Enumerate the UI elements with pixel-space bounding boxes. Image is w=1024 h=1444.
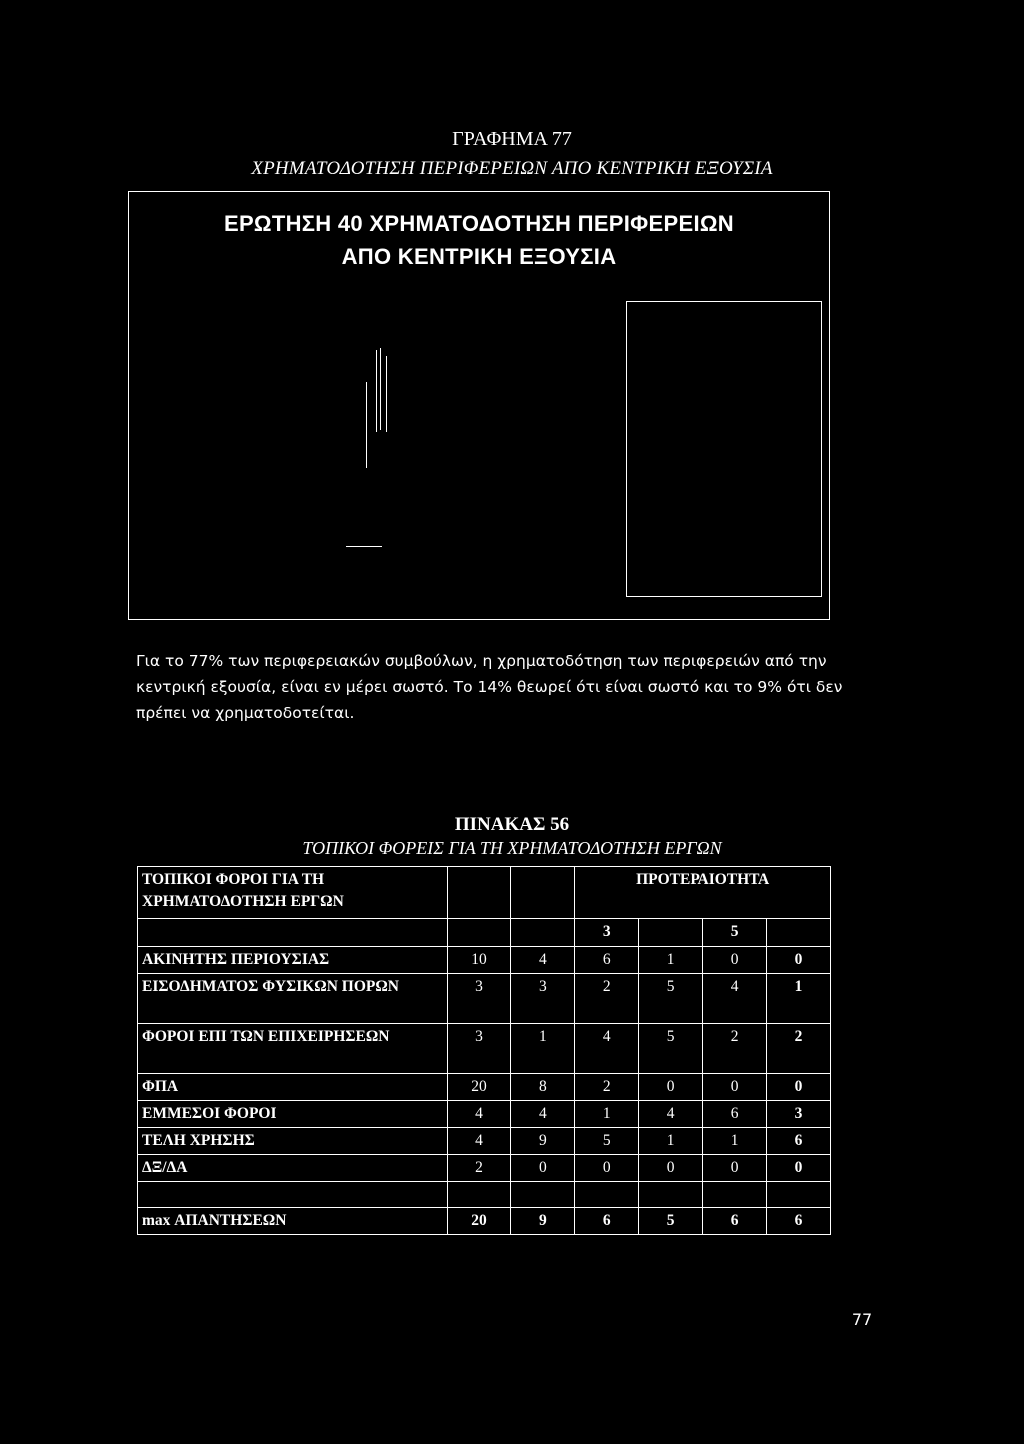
figure-number: ΓΡΑΦΗΜΑ 77 (452, 128, 572, 150)
row-label-cell: ΔΞ/ΔΑ (138, 1155, 448, 1182)
table-subtitle: ΤΟΠΙΚΟΙ ΦΟΡΕΙΣ ΓΙΑ ΤΗ ΧΡΗΜΑΤΟΔΟΤΗΣΗ ΕΡΓΩΝ (302, 838, 722, 858)
row-value-cell: 9 (511, 1128, 575, 1155)
table-row (138, 947, 831, 974)
row-label-cell: ΤΕΛΗ ΧΡΗΣΗΣ (138, 1128, 448, 1155)
row-label-cell: ΕΜΜΕΣΟΙ ΦΟΡΟΙ (138, 1101, 448, 1128)
table-max-row (138, 1208, 831, 1235)
row-value-cell: 0 (575, 1155, 639, 1182)
max-value-cell: 5 (639, 1208, 703, 1235)
subheader-cell (767, 919, 831, 947)
max-label-cell: max ΑΠΑΝΤΗΣΕΩΝ (138, 1208, 448, 1235)
table-row (138, 1128, 831, 1155)
spacer-cell (511, 1182, 575, 1208)
row-value-cell: 0 (767, 1155, 831, 1182)
header-empty-cell (511, 867, 575, 919)
max-value-cell: 6 (575, 1208, 639, 1235)
spacer-cell (575, 1182, 639, 1208)
spacer-cell (767, 1182, 831, 1208)
legend-box (626, 301, 822, 597)
table-row (138, 974, 831, 1024)
table-subheader-row (138, 919, 831, 947)
row-value-cell: 4 (575, 1024, 639, 1074)
spacer-cell (447, 1182, 511, 1208)
row-value-cell: 2 (575, 974, 639, 1024)
figure-subtitle: ΧΡΗΜΑΤΟΔΟΤΗΣΗ ΠΕΡΙΦΕΡΕΙΩΝ ΑΠΟ ΚΕΝΤΡΙΚΗ ΕΞΟΥΣΙΑ (251, 158, 773, 179)
row-value-cell: 8 (511, 1074, 575, 1101)
row-label-cell: ΦΠΑ (138, 1074, 448, 1101)
row-value-cell: 0 (639, 1074, 703, 1101)
subheader-cell (447, 919, 511, 947)
max-value-cell: 6 (703, 1208, 767, 1235)
row-value-cell: 0 (703, 1074, 767, 1101)
row-value-cell: 0 (511, 1155, 575, 1182)
row-value-cell: 5 (639, 1024, 703, 1074)
chart-remnant-line (380, 348, 381, 430)
chart-remnant-line (376, 350, 377, 432)
row-value-cell: 20 (447, 1074, 511, 1101)
chart-remnant-line (346, 546, 382, 547)
row-value-cell: 2 (703, 1024, 767, 1074)
row-value-cell: 3 (447, 974, 511, 1024)
max-value-cell: 20 (447, 1208, 511, 1235)
row-value-cell: 1 (703, 1128, 767, 1155)
row-value-cell: 3 (767, 1101, 831, 1128)
subheader-cell (639, 919, 703, 947)
header-priority-cell: ΠΡΟΤΕΡΑΙΟΤΗΤΑ (575, 867, 831, 919)
table-row (138, 1074, 831, 1101)
subheader-cell (511, 919, 575, 947)
row-value-cell: 5 (575, 1128, 639, 1155)
table-spacer-row (138, 1182, 831, 1208)
chart-title-line2: ΑΠΟ ΚΕΝΤΡΙΚΗ ΕΞΟΥΣΙΑ (341, 244, 617, 269)
table-row (138, 1024, 831, 1074)
page-number: 77 (851, 1310, 873, 1329)
spacer-cell (703, 1182, 767, 1208)
chart-remnant-line (386, 356, 387, 432)
row-value-cell: 1 (639, 1128, 703, 1155)
data-table (137, 866, 831, 1235)
table-header-row (138, 867, 831, 919)
row-value-cell: 10 (447, 947, 511, 974)
row-label-cell: ΑΚΙΝΗΤΗΣ ΠΕΡΙΟΥΣΙΑΣ (138, 947, 448, 974)
table-row (138, 1101, 831, 1128)
row-value-cell: 1 (639, 947, 703, 974)
body-paragraph: Για το 77% των περιφερειακών συμβούλων, η χρηματοδότηση των περιφερειών από την κεντρική εξουσία, είναι εν μέρει σωστό. Το 14% θεωρεί ότι είναι σωστό και το 9% ότι δεν πρέπει να χρηματοδοτείται. (136, 652, 843, 722)
row-value-cell: 0 (639, 1155, 703, 1182)
row-value-cell: 0 (703, 1155, 767, 1182)
row-value-cell: 0 (703, 947, 767, 974)
row-value-cell: 1 (767, 974, 831, 1024)
max-value-cell: 6 (767, 1208, 831, 1235)
max-value-cell: 9 (511, 1208, 575, 1235)
row-value-cell: 6 (767, 1128, 831, 1155)
row-label-cell: ΦΟΡΟΙ ΕΠΙ ΤΩΝ ΕΠΙΧΕΙΡΗΣΕΩΝ (138, 1024, 448, 1074)
header-label-cell: ΤΟΠΙΚΟΙ ΦΟΡΟΙ ΓΙΑ ΤΗ ΧΡΗΜΑΤΟΔΟΤΗΣΗ ΕΡΓΩΝ (138, 867, 448, 919)
row-value-cell: 0 (767, 1074, 831, 1101)
row-value-cell: 2 (447, 1155, 511, 1182)
row-value-cell: 6 (575, 947, 639, 974)
row-value-cell: 2 (767, 1024, 831, 1074)
subheader-cell: 3 (575, 919, 639, 947)
row-value-cell: 4 (639, 1101, 703, 1128)
table-row (138, 1155, 831, 1182)
chart-title-line1: ΕΡΩΤΗΣΗ 40 ΧΡΗΜΑΤΟΔΟΤΗΣΗ ΠΕΡΙΦΕΡΕΙΩΝ (223, 211, 734, 236)
spacer-cell (138, 1182, 448, 1208)
subheader-cell: 5 (703, 919, 767, 947)
row-value-cell: 5 (639, 974, 703, 1024)
chart-title (128, 207, 830, 273)
row-value-cell: 6 (703, 1101, 767, 1128)
row-value-cell: 1 (511, 1024, 575, 1074)
row-value-cell: 2 (575, 1074, 639, 1101)
row-value-cell: 3 (511, 974, 575, 1024)
row-value-cell: 1 (575, 1101, 639, 1128)
row-value-cell: 4 (447, 1101, 511, 1128)
subheader-empty-cell (138, 919, 448, 947)
row-value-cell: 4 (703, 974, 767, 1024)
row-value-cell: 0 (767, 947, 831, 974)
row-value-cell: 3 (447, 1024, 511, 1074)
row-value-cell: 4 (447, 1128, 511, 1155)
row-value-cell: 4 (511, 947, 575, 974)
spacer-cell (639, 1182, 703, 1208)
table-number: ΠΙΝΑΚΑΣ 56 (454, 814, 570, 835)
row-label-cell: ΕΙΣΟΔΗΜΑΤΟΣ ΦΥΣΙΚΩΝ ΠΟΡΩΝ (138, 974, 448, 1024)
chart-remnant-line (366, 382, 367, 468)
header-empty-cell (447, 867, 511, 919)
row-value-cell: 4 (511, 1101, 575, 1128)
